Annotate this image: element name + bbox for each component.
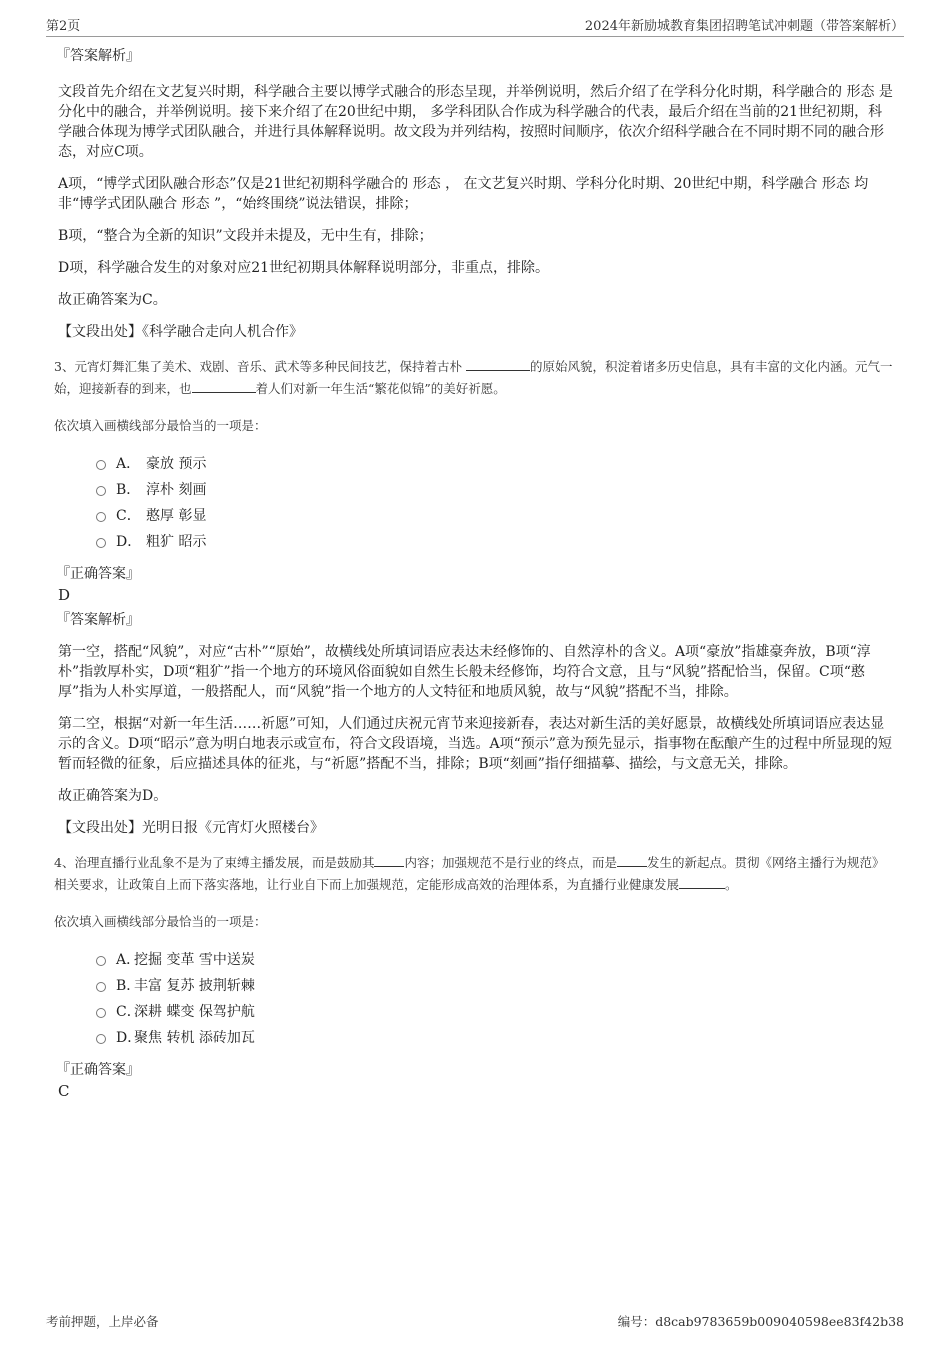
option-c[interactable]: C． 深耕 蝶变 保驾护航 xyxy=(96,998,894,1024)
blank-line xyxy=(617,853,647,867)
q3-answer-label: 『正确答案』 xyxy=(56,566,140,582)
radio-icon[interactable] xyxy=(96,1034,106,1044)
q3-stem: 3、元宵灯舞汇集了美术、戏剧、音乐、武术等多种民间技艺，保持着古朴 的原始风貌，积淀着诸多历史信息，具有丰富的文化内涵。元气一始，迎接新春的到来，也 着人们对新一年生活“繁花似锦”的美好祈愿。 xyxy=(54,359,893,396)
option-b[interactable]: B． 丰富 复苏 披荆斩棘 xyxy=(96,972,894,998)
q2-source: 【文段出处】《科学融合走向人机合作》 xyxy=(58,324,303,340)
q2-explanation-para: D项，科学融合发生的对象对应21世纪初期具体解释说明部分，非重点，排除。 xyxy=(58,260,550,276)
radio-icon[interactable] xyxy=(96,486,106,496)
q3-explanation-label: 『答案解析』 xyxy=(56,612,140,628)
q3-explanation-para: 第一空，搭配“风貌”，对应“古朴”“原始”，故横线处所填词语应表达未经修饰的、自然淳朴的含义。A项“豪放”指雄豪奔放，B项“淳朴”指敦厚朴实，D项“粗犷”指一个地方的环境风俗面貌如自然生长般未经修饰，均符合文意，且与“风貌”搭配恰当，保留。C项“憨厚”指为人朴实厚道，一般搭配人，而“风貌”指一个地方的人文特征和地质风貌，故与“风貌”搭配不当，排除。 xyxy=(58,644,871,700)
q4-instruction: 依次填入画横线部分最恰当的一项是： xyxy=(54,914,267,929)
page-header xyxy=(46,14,904,37)
option-b[interactable]: B． 淳朴 刻画 xyxy=(96,476,894,502)
option-d[interactable]: D． 聚焦 转机 添砖加瓦 xyxy=(96,1024,894,1050)
q3-source: 【文段出处】光明日报《元宵灯火照楼台》 xyxy=(58,820,324,836)
q4-answer-label: 『正确答案』 xyxy=(56,1062,140,1078)
option-a[interactable]: A． 挖掘 变革 雪中送炭 xyxy=(96,946,894,972)
radio-icon[interactable] xyxy=(96,1008,106,1018)
q3-answer: D xyxy=(58,586,71,604)
option-a[interactable]: A． 豪放 预示 xyxy=(96,450,894,476)
radio-icon[interactable] xyxy=(96,512,106,522)
option-c[interactable]: C． 憨厚 彰显 xyxy=(96,502,894,528)
q3-options xyxy=(96,450,894,554)
page-number: 第2页 xyxy=(46,19,81,34)
option-d[interactable]: D． 粗犷 昭示 xyxy=(96,528,894,554)
radio-icon[interactable] xyxy=(96,538,106,548)
q4-stem: 4、治理直播行业乱象不是为了束缚主播发展，而是鼓励其 内容；加强规范不是行业的终点，而是 发生的新起点。贯彻《网络主播行为规范》相关要求，让政策自上而下落实落地，让行业自下而上加强规范，定能形成高效的治理体系，为直播行业健康发展 。 xyxy=(54,855,885,892)
blank-line xyxy=(679,875,725,889)
radio-icon[interactable] xyxy=(96,956,106,966)
q2-explanation-para: 文段首先介绍在文艺复兴时期，科学融合主要以博学式融合的形态呈现，并举例说明，然后介绍了在学科分化时期，科学融合的 形态 是分化中的融合，并举例说明。接下来介绍了在20世纪中期， 多学科团队合作成为科学融合的代表，最后介绍在当前的21世纪初期，科学融合体现为博学式团队融合，并进行具体解释说明。故文段为并列结构，按照时间顺序，依次介绍科学融合在不同时期不同的融合形态，对应C项。 xyxy=(58,84,893,160)
main-content xyxy=(56,46,894,1106)
q2-explanation-para: B项，“整合为全新的知识”文段并未提及，无中生有，排除； xyxy=(58,228,433,244)
q2-explanation-label: 『答案解析』 xyxy=(56,48,140,64)
q2-answer-statement: 故正确答案为C。 xyxy=(58,292,167,308)
q4-options xyxy=(96,946,894,1050)
footer-slogan: 考前押题，上岸必备 xyxy=(46,1314,159,1329)
q2-explanation-para: A项，“博学式团队融合形态”仅是21世纪初期科学融合的 形态 ， 在文艺复兴时期、学科分化时期、20世纪中期，科学融合 形态 均非“博学式团队融合 形态 ”，“始终围绕”说法错误，排除； xyxy=(58,176,869,212)
document-title: 2024年新励城教育集团招聘笔试冲刺题（带答案解析） xyxy=(584,19,904,34)
q3-explanation-para: 第二空，根据“对新一年生活……祈愿”可知，人们通过庆祝元宵节来迎接新春，表达对新生活的美好愿景，故横线处所填词语应表达显示的含义。D项“昭示”意为明白地表示或宣布，符合文段语境，当选。A项“预示”意为预先显示，指事物在酝酿产生的过程中所显现的短暂而轻微的征象，后应描述具体的征兆，与“祈愿”搭配不当，排除；B项“刻画”指仔细描摹、描绘，与文意无关，排除。 xyxy=(58,716,892,772)
blank-line xyxy=(466,357,530,371)
q3-answer-statement: 故正确答案为D。 xyxy=(58,788,168,804)
radio-icon[interactable] xyxy=(96,982,106,992)
q3-instruction: 依次填入画横线部分最恰当的一项是： xyxy=(54,418,267,433)
document-id: 编号：d8cab9783659b009040598ee83f42b38 xyxy=(617,1314,904,1329)
q4-answer: C xyxy=(58,1082,70,1100)
blank-line xyxy=(192,379,256,393)
blank-line xyxy=(374,853,404,867)
radio-icon[interactable] xyxy=(96,460,106,470)
page-footer xyxy=(46,1312,904,1330)
